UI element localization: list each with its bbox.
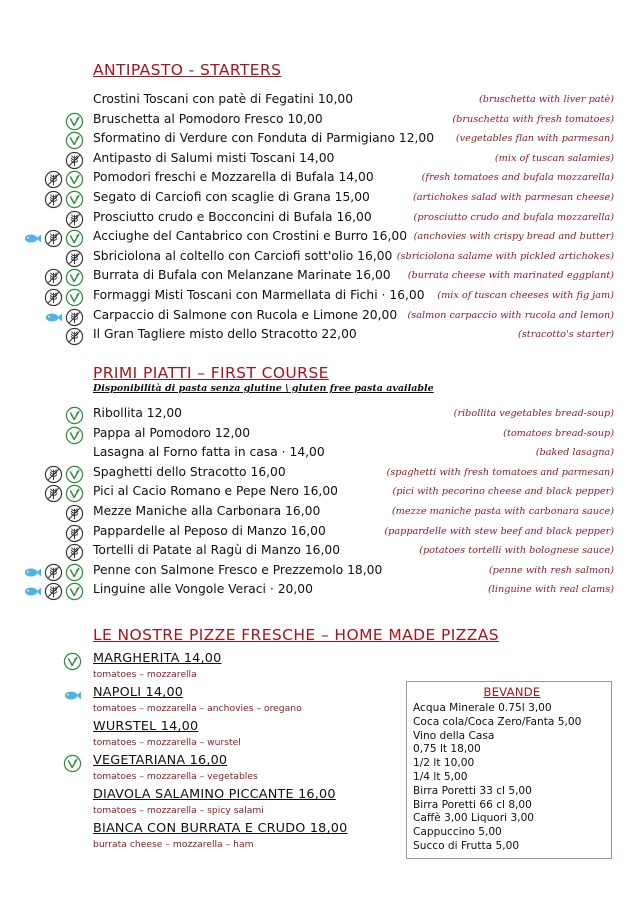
dish-translation: (mezze maniche pasta with carbonara sauce) [391, 506, 614, 517]
dish-name: Linguine alle Vongole Veraci · 20,00 [93, 582, 313, 597]
primo-item [0, 523, 640, 543]
gluten-free-icon [65, 504, 84, 523]
dish-translation: (bruschetta with fresh tomatoes) [452, 113, 614, 125]
dish-name: Sbriciolona al coltello con Carciofi sott'olio 16,00 [93, 248, 393, 263]
drink-item: Caffè 3,00 Liquori 3,00 [413, 812, 535, 825]
fish-icon [23, 563, 42, 582]
dish-name: Acciughe del Cantabrico con Crostini e Burro 16,00 [93, 229, 408, 244]
pizza-ingredients: tomatoes – mozzarella – wurstel [93, 737, 241, 748]
dish-name: Spaghetti dello Stracotto 16,00 [93, 464, 286, 479]
bevande-box [406, 681, 612, 859]
dish-translation: (salmon carpaccio with rucola and lemon) [407, 309, 614, 321]
primo-item [0, 405, 640, 425]
dietary-icons [65, 327, 84, 346]
dish-translation: (spaghetti with fresh tomatoes and parmesan) [386, 466, 614, 478]
dietary-icons [44, 170, 84, 189]
gluten-free-icon [44, 563, 63, 582]
dish-translation: (mix of tuscan cheeses with fig jam) [437, 290, 614, 301]
dietary-icons [23, 229, 84, 248]
dietary-icons [65, 504, 84, 523]
bevande-lines [413, 702, 611, 854]
dish-name: Antipasto di Salumi misti Toscani 14,00 [93, 150, 335, 165]
dietary-icons [44, 308, 84, 327]
primo-item [0, 562, 640, 582]
vegetarian-icon [65, 406, 84, 425]
pizza-name: BIANCA CON BURRATA E CRUDO 18,00 [93, 821, 348, 836]
drink-item: Cappuccino 5,00 [413, 826, 502, 839]
antipasto-item [0, 326, 640, 346]
primo-item [0, 503, 640, 523]
drink-item: 0,75 lt 18,00 [413, 743, 481, 756]
bevande-title: BEVANDE [483, 685, 541, 699]
dietary-icons [44, 484, 84, 503]
antipasto-item [0, 91, 640, 111]
dish-translation: (bruschetta with liver patè) [479, 94, 614, 105]
vegetarian-icon [65, 268, 84, 287]
dietary-icons [65, 249, 84, 268]
dish-translation: (anchovies with crispy bread and butter) [413, 231, 614, 243]
drink-item: 1/2 lt 10,00 [413, 757, 475, 770]
dish-translation: (artichokes salad with parmesan cheese) [412, 192, 614, 203]
dish-name: Prosciutto crudo e Bocconcini di Bufala 16,00 [93, 209, 372, 224]
vegetarian-icon [65, 229, 84, 248]
dietary-icons [63, 686, 82, 705]
antipasto-item [0, 189, 640, 209]
primo-item [0, 464, 640, 484]
dish-name: Ribollita 12,00 [93, 406, 183, 420]
dish-name: Pappa al Pomodoro 12,00 [93, 425, 251, 440]
dish-translation: (penne with resh salmon) [488, 564, 614, 576]
dietary-icons [65, 524, 84, 543]
dietary-icons [65, 151, 84, 170]
dish-translation: (tomatoes bread-soup) [503, 427, 614, 439]
dish-name: Crostini Toscani con patè di Fegatini 10,00 [93, 92, 354, 106]
pizza-ingredients: tomatoes – mozzarella – vegetables [93, 771, 258, 782]
vegetarian-icon [65, 131, 84, 150]
dish-name: Lasagna al Forno fatta in casa · 14,00 [93, 445, 325, 460]
gluten-free-icon [65, 524, 84, 543]
section-title-antipasti: ANTIPASTO - STARTERS [93, 61, 282, 79]
pizza-ingredients: tomatoes – mozzarella – spicy salami [93, 805, 264, 816]
antipasto-item [0, 209, 640, 229]
dietary-icons [44, 190, 84, 209]
pizza-name: DIAVOLA SALAMINO PICCANTE 16,00 [93, 787, 336, 802]
antipasto-item [0, 267, 640, 287]
drink-item: Birra Poretti 66 cl 8,00 [413, 798, 532, 811]
dish-translation: (pappardelle with stew beef and black pepper) [384, 525, 614, 537]
gluten-free-icon [65, 210, 84, 229]
gluten-free-icon [65, 151, 84, 170]
gluten-free-icon [44, 190, 63, 209]
dish-translation: (fresh tomatoes and bufala mozzarella) [421, 172, 614, 184]
antipasto-item [0, 150, 640, 170]
vegetarian-icon [65, 288, 84, 307]
dietary-icons [23, 563, 84, 582]
gluten-free-note: Disponibilità di pasta senza glutine \ gluten free pasta available [93, 383, 434, 394]
dish-name: Mezze Maniche alla Carbonara 16,00 [93, 504, 321, 518]
gluten-free-icon [44, 229, 63, 248]
vegetarian-icon [65, 426, 84, 445]
primo-item [0, 425, 640, 445]
dietary-icons [65, 426, 84, 445]
dish-translation: (sbriciolona salame with pickled artichokes) [396, 250, 614, 262]
drink-item: Acqua Minerale 0.75l 3,00 [413, 702, 552, 714]
dish-name: Pomodori freschi e Mozzarella di Bufala 14,00 [93, 170, 374, 185]
vegetarian-icon [65, 190, 84, 209]
antipasto-item [0, 169, 640, 189]
dietary-icons [23, 582, 84, 601]
antipasto-item [0, 111, 640, 131]
pizza-name: VEGETARIANA 16,00 [93, 753, 228, 768]
gluten-free-icon [44, 268, 63, 287]
dish-translation: (stracotto's starter) [518, 329, 614, 341]
gluten-free-icon [65, 327, 84, 346]
dietary-icons [65, 112, 84, 131]
gluten-free-icon [65, 543, 84, 562]
antipasto-item [0, 130, 640, 150]
antipasto-item [0, 228, 640, 248]
dish-name: Penne con Salmone Fresco e Prezzemolo 18,00 [93, 562, 383, 577]
dish-name: Tortelli di Patate al Ragù di Manzo 16,00 [93, 543, 341, 558]
pizza-name: NAPOLI 14,00 [93, 685, 184, 700]
dish-translation: (prosciutto crudo and bufala mozzarella) [413, 211, 614, 223]
dietary-icons [65, 406, 84, 425]
vegetarian-icon [65, 112, 84, 131]
section-title-pizze: LE NOSTRE PIZZE FRESCHE – HOME MADE PIZZAS [93, 626, 499, 644]
dish-translation: (potatoes tortelli with bolognese sauce) [419, 545, 614, 557]
dish-translation: (ribollita vegetables bread-soup) [453, 408, 614, 419]
pizza-name: WURSTEL 14,00 [93, 719, 199, 734]
primo-item [0, 542, 640, 562]
dish-translation: (vegetables flan with parmesan) [455, 133, 614, 145]
dietary-icons [65, 543, 84, 562]
vegetarian-icon [65, 170, 84, 189]
gluten-free-icon [44, 465, 63, 484]
drink-item: Coca cola/Coca Zero/Fanta 5,00 [413, 715, 582, 728]
dish-name: Carpaccio di Salmone con Rucola e Limone 20,00 [93, 307, 398, 322]
gluten-free-icon [65, 249, 84, 268]
dietary-icons [63, 754, 82, 773]
dish-name: Segato di Carciofi con scaglie di Grana 15,00 [93, 190, 370, 204]
primo-item [0, 444, 640, 464]
drink-item: 1/4 lt 5,00 [413, 770, 468, 783]
antipasto-item [0, 287, 640, 307]
vegetarian-icon [65, 484, 84, 503]
dish-translation: (burrata cheese with marinated eggplant) [407, 270, 614, 282]
dietary-icons [63, 652, 82, 671]
pizza-ingredients: tomatoes – mozzarella – anchovies – oregano [93, 703, 302, 714]
fish-icon [23, 229, 42, 248]
dish-name: Formaggi Misti Toscani con Marmellata di Fichi · 16,00 [93, 288, 425, 302]
gluten-free-icon [65, 308, 84, 327]
primo-item [0, 581, 640, 601]
pizza-ingredients: tomatoes – mozzarella [93, 669, 197, 680]
antipasto-item [0, 248, 640, 268]
dietary-icons [65, 210, 84, 229]
dish-name: Pici al Cacio Romano e Pepe Nero 16,00 [93, 484, 338, 499]
dish-translation: (mix of tuscan salamies) [494, 152, 614, 164]
dish-translation: (linguine with real clams) [488, 584, 614, 596]
gluten-free-icon [44, 288, 63, 307]
dish-translation: (pici with pecorino cheese and black pepper) [392, 486, 614, 498]
gluten-free-icon [44, 170, 63, 189]
pizza-ingredients: burrata cheese – mozzarella – ham [93, 839, 254, 850]
dietary-icons [65, 131, 84, 150]
gluten-free-icon [44, 484, 63, 503]
fish-icon [23, 582, 42, 601]
dish-name: Bruschetta al Pomodoro Fresco 10,00 [93, 111, 323, 126]
dish-name: Pappardelle al Peposo di Manzo 16,00 [93, 523, 326, 538]
drink-item: Vino della Casa [413, 729, 495, 742]
vegetarian-icon [65, 465, 84, 484]
fish-icon [63, 686, 82, 705]
vegetarian-icon [65, 563, 84, 582]
dish-translation: (baked lasagna) [535, 447, 614, 459]
dietary-icons [44, 288, 84, 307]
primo-item [0, 483, 640, 503]
dish-name: Sformatino di Verdure con Fonduta di Parmigiano 12,00 [93, 131, 435, 146]
section-title-primi: PRIMI PIATTI – FIRST COURSE [93, 364, 329, 382]
vegetarian-icon [63, 754, 82, 773]
drink-item: Succo di Frutta 5,00 [413, 839, 520, 852]
vegetarian-icon [63, 652, 82, 671]
dietary-icons [44, 465, 84, 484]
fish-icon [44, 308, 63, 327]
drink-item: Birra Poretti 33 cl 5,00 [413, 784, 532, 797]
pizza-name: MARGHERITA 14,00 [93, 651, 222, 666]
dish-name: Il Gran Tagliere misto dello Stracotto 22,00 [93, 327, 357, 342]
antipasto-item [0, 307, 640, 327]
vegetarian-icon [65, 582, 84, 601]
dish-name: Burrata di Bufala con Melanzane Marinate 16,00 [93, 268, 391, 283]
dietary-icons [44, 268, 84, 287]
gluten-free-icon [44, 582, 63, 601]
